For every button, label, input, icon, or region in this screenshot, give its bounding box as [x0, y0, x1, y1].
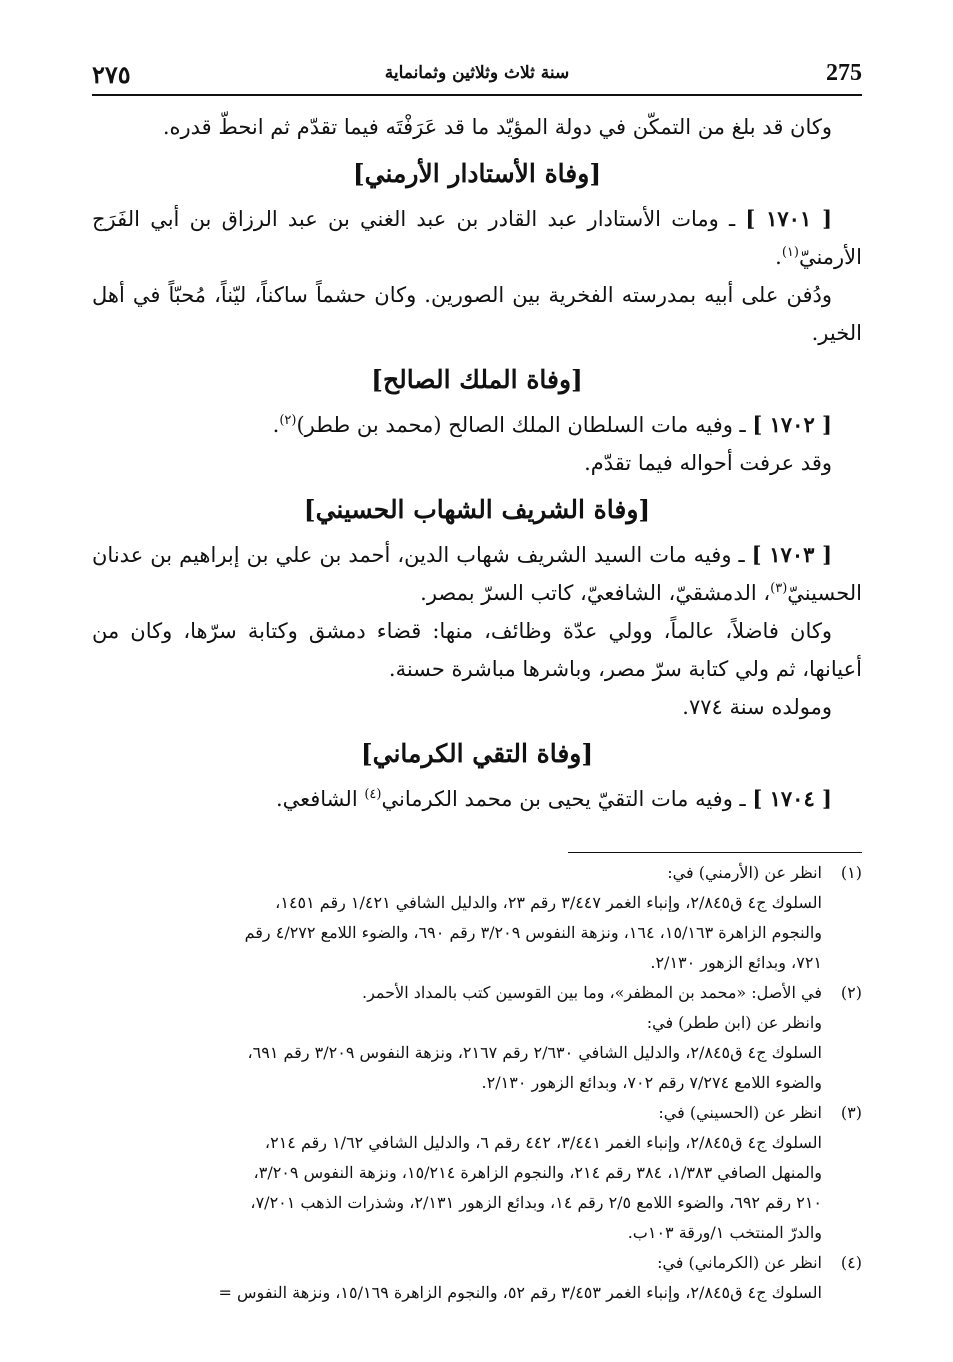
footnote	[80, 1248, 862, 1308]
page-header	[92, 52, 862, 96]
entry-text: ـ ومات الأستادار عبد القادر بن عبد الغني بن عبد الرزاق بن أبي الفَرَج الأرمنيّ	[92, 207, 862, 269]
footnote-line: والمنهل الصافي ١/٣٨٣، ٣٨٤ رقم ٢١٤، والنجوم الزاهرة ١٥/٢١٤، ونزهة النفوس ٣/٢٠٩،	[253, 1163, 822, 1182]
footnote-line: في الأصل: «محمد بن المظفر»، وما بين القوسين كتب بالمداد الأحمر.	[362, 983, 822, 1002]
footnote-line: انظر عن (الكرماني) في:	[657, 1253, 822, 1272]
entry-tail: الشافعي.	[275, 787, 365, 811]
running-title: سنة ثلاث وثلاثين وثمانماية	[384, 63, 570, 83]
main-text	[92, 108, 862, 818]
header-rule	[92, 94, 862, 96]
section-heading: [وفاة الشريف الشهاب الحسيني]	[303, 495, 651, 524]
entry-paragraph	[92, 406, 862, 444]
footnote-mark: (١)	[840, 863, 862, 882]
footnote-line: السلوك ج٤ ق٢/٨٤٥، وإنباء الغمر ٣/٤٤٧ رقم ٢٣، والدليل الشافي ١/٤٢١ رقم ١٤٥١،	[275, 893, 822, 912]
entry-tail: ، الدمشقيّ، الشافعيّ، كاتب السرّ بمصر.	[420, 581, 771, 605]
footnote-line: انظر عن (الحسيني) في:	[658, 1103, 822, 1122]
footnote-ref: (٣)	[770, 581, 788, 596]
footnote-line: والدرّ المنتخب ١/ورقة ١٠٣ب.	[627, 1223, 822, 1242]
entry-number: [ ١٧٠٢ ]	[752, 412, 832, 437]
entry-tail: .	[775, 245, 782, 269]
page-number-latin: 275	[826, 60, 862, 86]
footnote-line: ٢١٠ رقم ٦٩٢، والضوء اللامع ٢/٥ رقم ١٤، وبدائع الزهور ٢/١٣١، وشذرات الذهب ٧/٢٠١،	[250, 1193, 822, 1212]
footnote-line: ٧٢١، وبدائع الزهور ٢/١٣٠.	[650, 953, 822, 972]
footnote-line: وانظر عن (ابن ططر) في:	[646, 1013, 822, 1032]
section-heading: [وفاة الأستادار الأرمني]	[352, 159, 602, 188]
footnote-line: والنجوم الزاهرة ١٥/١٦٣، ١٦٤، ونزهة النفوس ٣/٢٠٩ رقم ٦٩٠، والضوء اللامع ٤/٢٧٢ رقم	[244, 923, 822, 942]
footnote-line: السلوك ج٤ ق٢/٨٤٥، وإنباء الغمر ٣/٤٥٣ رقم ٥٢، والنجوم الزاهرة ١٥/١٦٩، ونزهة النفوس =	[218, 1283, 822, 1302]
footnote	[80, 978, 862, 1098]
entry-number: [ ١٧٠٣ ]	[751, 542, 833, 567]
entry-tail: .	[272, 413, 280, 437]
section-heading: [وفاة التقي الكرماني]	[360, 739, 594, 768]
footnote-ref: (٤)	[364, 787, 382, 802]
footnote	[80, 858, 862, 978]
footnote-line: والضوء اللامع ٧/٢٧٤ رقم ٧٠٢، وبدائع الزهور ٢/١٣٠.	[481, 1073, 822, 1092]
footnote-ref: (١)	[781, 245, 799, 260]
entry-text: ـ وفيه مات السيد الشريف شهاب الدين، أحمد بن علي بن إبراهيم بن عدنان الحسينيّ	[92, 543, 862, 605]
body-paragraph: وقد عرفت أحواله فيما تقدّم.	[584, 451, 832, 475]
footnote-line: انظر عن (الأرمني) في:	[667, 863, 822, 882]
section-heading: [وفاة الملك الصالح]	[371, 365, 583, 394]
footnote-rule	[568, 852, 862, 853]
entry-paragraph	[92, 200, 862, 276]
body-paragraph: ومولده سنة ٧٧٤.	[682, 695, 832, 719]
footnote-mark: (٢)	[840, 983, 862, 1002]
footnote-mark: (٤)	[840, 1253, 862, 1272]
entry-text: ـ وفيه مات السلطان الملك الصالح (محمد بن ططر)	[296, 413, 753, 437]
entry-paragraph	[92, 536, 862, 612]
body-paragraph: ودُفن على أبيه بمدرسته الفخرية بين الصورين. وكان حشماً ساكناً، ليّناً، مُحبّاً في أهل الخير.	[92, 283, 862, 345]
body-paragraph: وكان فاضلاً، عالماً، وولي عدّة وظائف، منها: قضاء دمشق وكتابة سرّها، وكان من أعيانها، ثم ولي كتابة سرّ مصر، وباشرها مباشرة حسنة.	[92, 619, 862, 681]
footnote-line: السلوك ج٤ ق٢/٨٤٥، وإنباء الغمر ٣/٤٤١، ٤٤٢ رقم ٦، والدليل الشافي ١/٦٢ رقم ٢١٤،	[264, 1133, 822, 1152]
entry-paragraph	[92, 780, 862, 818]
page-number-arabic: ٢٧٥	[92, 60, 131, 89]
entry-number: [ ١٧٠١ ]	[745, 206, 833, 231]
footnote-ref: (٢)	[279, 413, 297, 428]
intro-paragraph: وكان قد بلغ من التمكّن في دولة المؤيّد ما قد عَرَفْتَه فيما تقدّم ثم انحطّ قدره.	[162, 115, 832, 139]
footnote-mark: (٣)	[840, 1103, 862, 1122]
footnote-line: السلوك ج٤ ق٢/٨٤٥، والدليل الشافي ٢/٦٣٠ رقم ٢١٦٧، ونزهة النفوس ٣/٢٠٩ رقم ٦٩١،	[247, 1043, 822, 1062]
entry-number: [ ١٧٠٤ ]	[752, 786, 832, 811]
footnotes	[80, 858, 862, 1308]
footnote	[80, 1098, 862, 1248]
entry-text: ـ وفيه مات التقيّ يحيى بن محمد الكرماني	[381, 787, 753, 811]
